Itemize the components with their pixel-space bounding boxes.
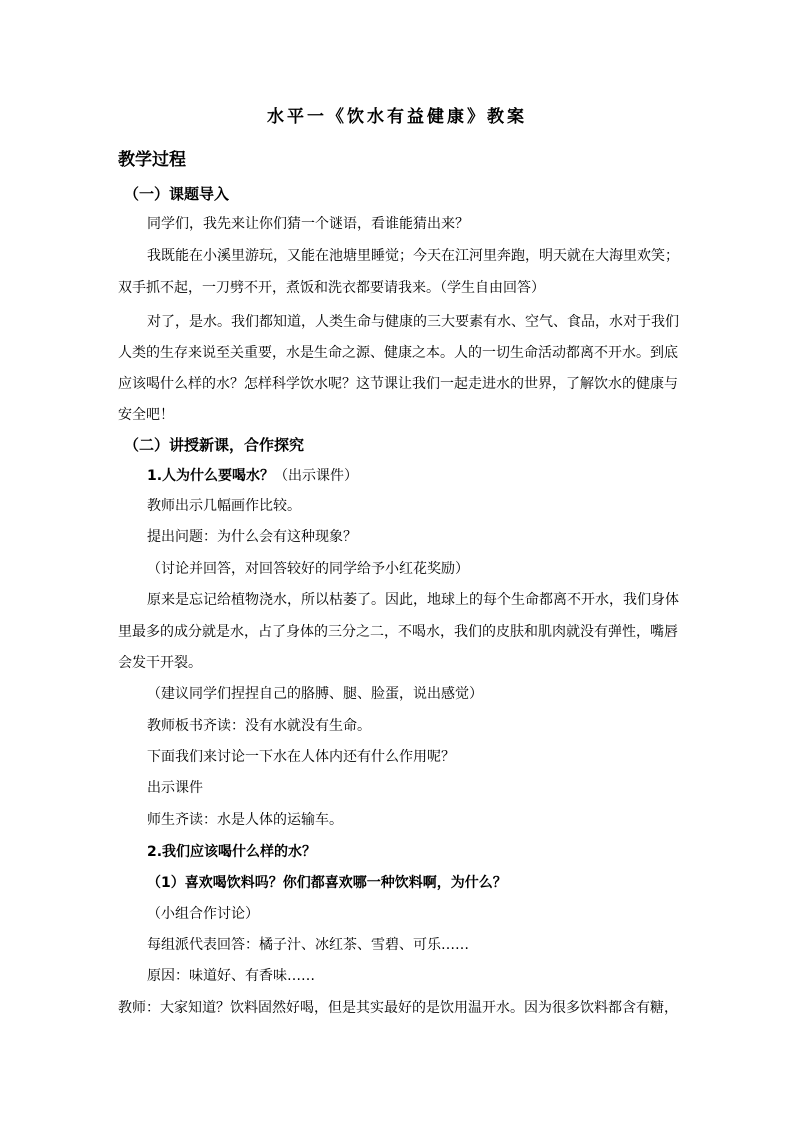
paragraph-line: 我既能在小溪里游玩，又能在池塘里睡觉；今天在江河里奔跑，明天就在大海里欢笑； bbox=[147, 248, 679, 264]
paragraph-line: 教师：大家知道？饮料固然好喝，但是其实最好的是饮用温开水。因为很多饮料都含有糖， bbox=[118, 1000, 678, 1016]
sub-question-label: （1）喜欢喝饮料吗？你们都喜欢哪一种饮料啊，为什么？ bbox=[147, 875, 507, 891]
paragraph-line: 原来是忘记给植物浇水，所以枯萎了。因此，地球上的每个生命都离不开水，我们身体 bbox=[147, 592, 679, 608]
question-1-label: 1.人为什么要喝水？ bbox=[147, 468, 275, 484]
paragraph-line: 出示课件 bbox=[147, 780, 203, 796]
paragraph-line: 教师板书齐读：没有水就没有生命。 bbox=[147, 718, 371, 734]
paragraph-line: （小组合作讨论） bbox=[147, 906, 259, 922]
paragraph-line: 教师出示几幅画作比较。 bbox=[147, 498, 301, 514]
paragraph-line: 会发干开裂。 bbox=[118, 655, 202, 671]
document-title: 水平一《饮水有益健康》教案 bbox=[267, 107, 527, 127]
paragraph-line: 提出问题：为什么会有这种现象？ bbox=[147, 529, 357, 545]
paragraph-line: 原因：味道好、有香味…… bbox=[147, 968, 315, 984]
paragraph-line: 师生齐读：水是人体的运输车。 bbox=[147, 812, 343, 828]
paragraph-line: （讨论并回答，对回答较好的同学给予小红花奖励） bbox=[147, 561, 469, 577]
paragraph-line: 同学们，我先来让你们猜一个谜语，看谁能猜出来？ bbox=[147, 216, 469, 232]
paragraph-line: 安全吧！ bbox=[118, 407, 174, 423]
part1-heading: （一）课题导入 bbox=[124, 185, 230, 203]
paragraph-line: 下面我们来讨论一下水在人体内还有什么作用呢？ bbox=[147, 749, 455, 765]
paragraph-line: （建议同学们捏捏自己的胳膊、腿、脸蛋，说出感觉） bbox=[147, 686, 483, 702]
question-line bbox=[147, 466, 358, 486]
section-heading: 教学过程 bbox=[118, 150, 186, 170]
paragraph-line: 人类的生存来说至关重要，水是生命之源、健康之本。人的一切生命活动都离不开水。到底 bbox=[118, 345, 678, 361]
question-2-label: 2.我们应该喝什么样的水？ bbox=[147, 844, 317, 860]
paragraph-line: 对了，是水。我们都知道，人类生命与健康的三大要素有水、空气、食品，水对于我们 bbox=[147, 314, 679, 330]
question-1-note: （出示课件） bbox=[274, 468, 359, 484]
part2-heading: （二）讲授新课，合作探究 bbox=[124, 436, 305, 454]
paragraph-line: 双手抓不起，一刀劈不开，煮饭和洗衣都要请我来。（学生自由回答） bbox=[118, 280, 545, 296]
paragraph-line: 应该喝什么样的水？怎样科学饮水呢？这节课让我们一起走进水的世界，了解饮水的健康与 bbox=[118, 376, 678, 392]
paragraph-line: 里最多的成分就是水，占了身体的三分之二，不喝水，我们的皮肤和肌肉就没有弹性，嘴唇 bbox=[118, 624, 678, 640]
paragraph-line: 每组派代表回答：橘子汁、冰红茶、雪碧、可乐…… bbox=[147, 937, 469, 953]
